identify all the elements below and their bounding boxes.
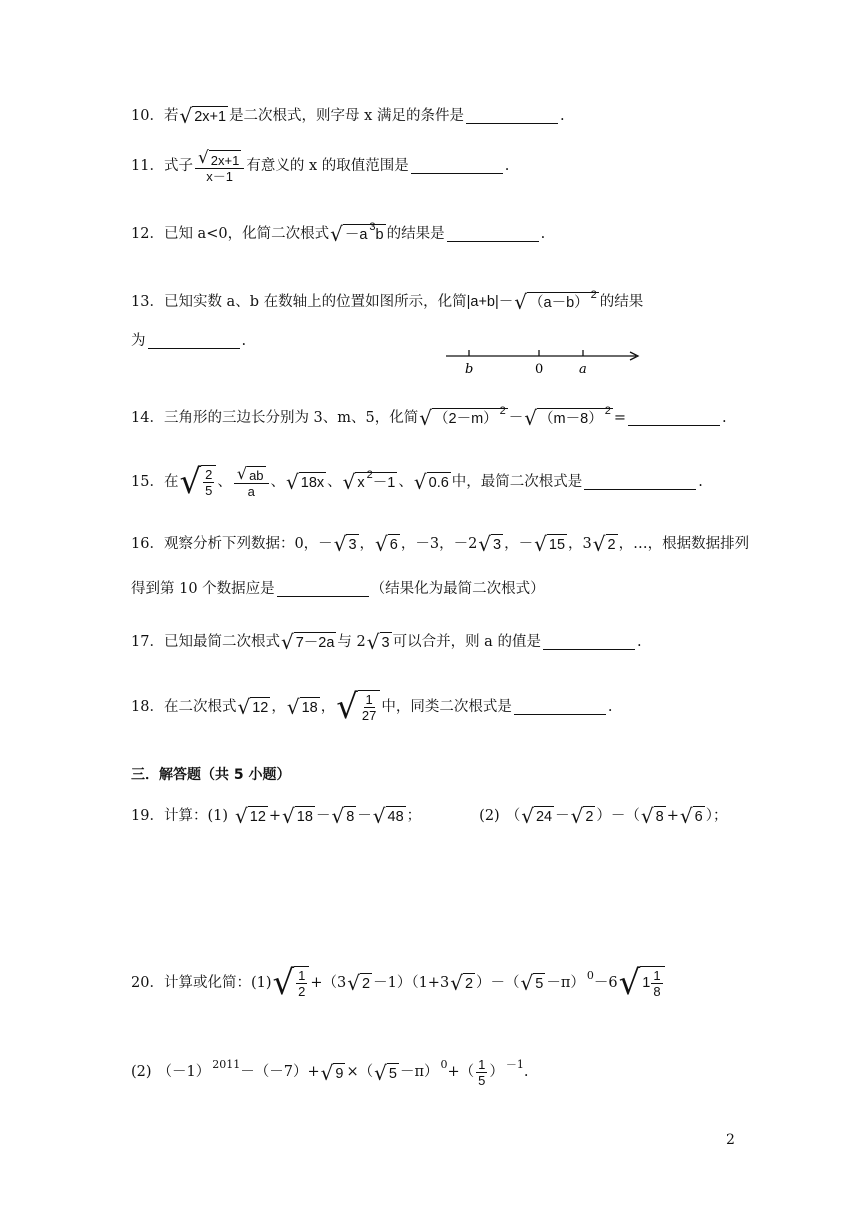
q11-number: 11． xyxy=(131,158,164,175)
comma: ， xyxy=(359,535,375,552)
q14-end: . xyxy=(721,409,727,426)
sqrt-2-minus-m-squared: √ （2－m） 2 xyxy=(419,405,506,430)
q10-end: . xyxy=(559,107,565,124)
q15-number: 15． xyxy=(131,473,164,490)
q17-post: 可以合并，则 a 的值是 xyxy=(392,633,541,650)
sqrt-2: √ 2 xyxy=(347,971,371,995)
q12-number: 12． xyxy=(131,225,164,242)
q16-line2-post: （结果化为最简二次根式） xyxy=(370,581,545,598)
paren: （ xyxy=(505,807,521,824)
answer-blank[interactable] xyxy=(447,227,539,242)
minus-sign: － xyxy=(555,807,570,824)
sqrt-neg-a3b: √ －a 3 b xyxy=(330,221,384,246)
sqrt-2x-plus-1: √ 2x+1 xyxy=(179,104,227,128)
separator: 、 xyxy=(327,473,342,490)
q19-part2: (2) xyxy=(479,807,500,824)
q14-number: 14． xyxy=(131,409,164,426)
q13-number: 13． xyxy=(131,293,164,310)
minus-sign: － xyxy=(315,807,331,824)
q16-text: ，－3，－2 xyxy=(400,535,478,552)
answer-blank[interactable] xyxy=(514,700,606,715)
question-17 xyxy=(131,632,642,652)
answer-blank[interactable] xyxy=(277,582,369,597)
expr-text: ×（ xyxy=(346,1064,374,1081)
sqrt-15: √ 15 xyxy=(534,532,566,556)
paren-semicolon: ）； xyxy=(705,807,728,824)
sqrt-6: √ 6 xyxy=(679,804,703,828)
answer-blank[interactable] xyxy=(411,159,503,174)
question-20-part2 xyxy=(131,1058,529,1087)
q18-number: 18． xyxy=(131,698,164,715)
q14-pre: 三角形的三边长分别为 3、m、5，化简 xyxy=(163,409,419,426)
question-12 xyxy=(131,221,546,246)
question-18 xyxy=(131,687,613,727)
q10-pre: 若 xyxy=(163,107,179,124)
q12-post: 的结果是 xyxy=(386,225,445,242)
minus-sign: － xyxy=(498,293,514,310)
question-20 xyxy=(131,963,666,1003)
q18-post: 中，同类二次根式是 xyxy=(381,698,512,715)
q16-line2-pre: 得到第 10 个数据应是 xyxy=(131,581,275,598)
sqrt-ab-over-a: √ ab a xyxy=(234,466,269,498)
exponent: 2011 xyxy=(212,1058,241,1071)
paren: ） xyxy=(596,807,611,824)
plus-sign: + xyxy=(268,807,282,824)
question-10 xyxy=(131,106,565,126)
sqrt-3: √ 3 xyxy=(366,630,390,654)
expr-text: +（3 xyxy=(310,974,347,991)
q16-text: 观察分析下列数据：0，－ xyxy=(163,535,333,552)
semicolon: ； xyxy=(406,807,422,824)
sqrt-x2-minus-1: √ x 2 －1 xyxy=(342,469,396,494)
question-14 xyxy=(131,405,727,430)
q11-pre: 式子 xyxy=(163,158,193,175)
label-0: 0 xyxy=(535,362,544,377)
sqrt-18: √ 18 xyxy=(282,804,313,828)
question-16 xyxy=(131,534,749,554)
q10-post: 是二次根式，则字母 x 满足的条件是 xyxy=(229,107,464,124)
sqrt-18: √ 18 xyxy=(286,695,318,719)
sqrt-2: √ 2 xyxy=(592,532,616,556)
q16-text: ，…，根据数据排列 xyxy=(618,535,750,552)
minus-sign: － xyxy=(508,409,524,426)
sqrt-1-over-2: √ $\frac{1}{2}$ xyxy=(273,966,310,1000)
expr-text: －1）（1+3 xyxy=(373,974,450,991)
q15-end: . xyxy=(698,473,703,490)
q18-end: . xyxy=(607,698,613,715)
question-19 xyxy=(131,806,727,826)
q16-text: ，－ xyxy=(504,535,534,552)
q13-line2: 为 xyxy=(131,333,146,350)
sqrt-2: √ 2 xyxy=(450,971,474,995)
sqrt-1-over-27: √ $\frac{1}{27}$ xyxy=(336,690,380,724)
expr-text: （－1） xyxy=(157,1064,211,1081)
q19-number: 19． xyxy=(131,807,164,824)
sqrt-mixed-1-1-8: √ 1 $\frac{1}{8}$ xyxy=(619,966,665,1000)
expr-text: ） xyxy=(489,1064,504,1081)
q16-number: 16． xyxy=(131,535,164,552)
q17-mid: 与 2 xyxy=(337,633,366,650)
separator: 、 xyxy=(398,473,413,490)
q11-post: 有意义的 x 的取值范围是 xyxy=(246,158,409,175)
expr-text: －π） xyxy=(546,974,585,991)
label-a: a xyxy=(579,362,587,377)
label-b: b xyxy=(465,362,474,377)
expr-text: －6 xyxy=(593,974,618,991)
sqrt-12: √ 12 xyxy=(235,804,266,828)
number-line xyxy=(440,342,650,378)
q12-pre: 已知 a<0，化简二次根式 xyxy=(163,225,330,242)
plus-sign: + xyxy=(666,807,679,824)
sqrt-3: √ 3 xyxy=(478,532,502,556)
minus-sign: － xyxy=(357,807,372,824)
minus-paren: －（ xyxy=(610,807,640,824)
q15-pre: 在 xyxy=(163,473,179,490)
expr-text: ）－（ xyxy=(476,974,520,991)
sqrt-8: √ 8 xyxy=(331,804,355,828)
section-heading-3: 三．解答题（共 5 小题） xyxy=(131,767,291,783)
sqrt-24: √ 24 xyxy=(521,804,553,828)
q17-pre: 已知最简二次根式 xyxy=(163,633,280,650)
question-13-line2 xyxy=(131,334,246,349)
abs-a-plus-b: |a+b| xyxy=(466,293,499,310)
sqrt-5: √ 5 xyxy=(520,971,544,995)
q11-end: . xyxy=(504,158,510,175)
question-13 xyxy=(131,289,644,314)
answer-blank[interactable] xyxy=(466,109,558,124)
question-15 xyxy=(131,462,703,502)
question-16-line2 xyxy=(131,582,545,597)
q19-pre: 计算：(1) xyxy=(163,807,228,824)
period: . xyxy=(523,1064,529,1081)
answer-blank[interactable] xyxy=(543,635,635,650)
q13-post: 的结果 xyxy=(599,293,644,310)
question-11 xyxy=(131,150,509,183)
fraction-sqrt-over-x-minus-1: √ 2x+1 x－1 xyxy=(195,150,244,183)
sqrt-12: √ 12 xyxy=(237,695,269,719)
q17-number: 17． xyxy=(131,633,164,650)
sqrt-8: √ 8 xyxy=(640,804,664,828)
comma: ， xyxy=(320,698,336,715)
answer-blank[interactable] xyxy=(148,334,240,349)
sqrt-0-6: √ 0.6 xyxy=(413,470,449,494)
sqrt-m-minus-8-squared: √ （m－8） 2 xyxy=(524,405,611,430)
answer-blank[interactable] xyxy=(584,475,696,490)
separator: 、 xyxy=(217,473,232,490)
sqrt-a-minus-b-squared: √ （a－b） 2 xyxy=(514,289,597,314)
q20-number: 20． xyxy=(131,974,164,991)
q16-text: ，3 xyxy=(568,535,592,552)
sqrt-3: √ 3 xyxy=(333,532,357,556)
sqrt-48: √ 48 xyxy=(372,804,404,828)
q13-end: . xyxy=(241,333,247,350)
sqrt-7-minus-2a: √ 7－2a xyxy=(280,630,335,654)
q20-part2-label: (2) xyxy=(131,1064,152,1081)
q18-pre: 在二次根式 xyxy=(163,698,237,715)
sqrt-18x: √ 18x xyxy=(286,470,325,494)
q10-number: 10． xyxy=(131,107,164,124)
q15-post: 中，最简二次根式是 xyxy=(451,473,583,490)
sqrt-6: √ 6 xyxy=(375,532,398,556)
q13-pre: 已知实数 a、b 在数轴上的位置如图所示，化简 xyxy=(163,293,467,310)
page-number: 2 xyxy=(726,1132,735,1148)
separator: 、 xyxy=(270,473,286,490)
expr-text: －π） xyxy=(399,1064,439,1081)
exponent: 0 xyxy=(440,1058,448,1071)
sqrt-2-over-5: √ $\frac{2}{5}$ xyxy=(179,465,216,499)
expr-text: －（－7）+ xyxy=(240,1064,320,1081)
sqrt-9: √ 9 xyxy=(320,1060,344,1085)
q17-end: . xyxy=(636,633,642,650)
expr-text: +（ xyxy=(447,1064,475,1081)
sqrt-5: √ 5 xyxy=(374,1060,397,1085)
comma: ， xyxy=(271,698,286,715)
q20-pre: 计算或化简：(1) xyxy=(163,974,272,991)
q12-end: . xyxy=(540,225,546,242)
equals-sign: = xyxy=(613,409,626,426)
sqrt-2: √ 2 xyxy=(570,804,594,828)
answer-blank[interactable] xyxy=(628,411,720,426)
fraction-1-over-5: $\frac{1}{5}$ xyxy=(478,1057,486,1088)
exponent: 0 xyxy=(586,968,594,982)
exponent: －1 xyxy=(505,1058,524,1071)
